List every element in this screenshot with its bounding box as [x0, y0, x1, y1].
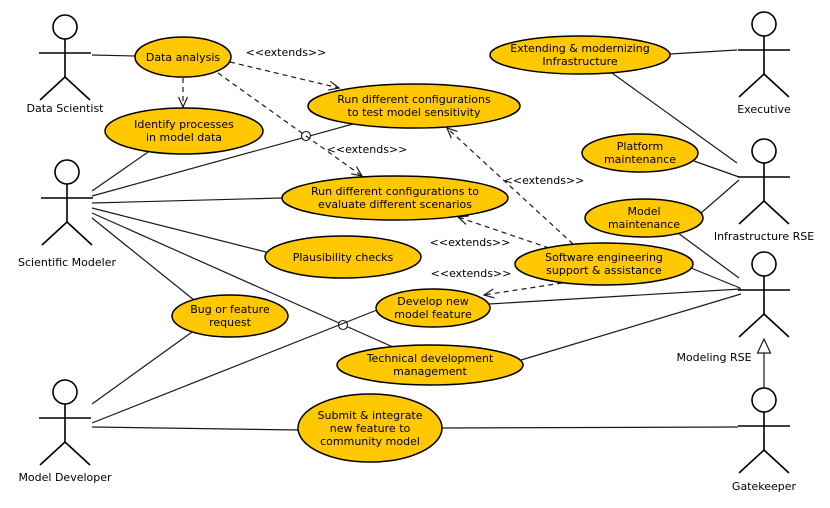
actor-leg	[739, 450, 764, 473]
usecase-label: Software engineering	[545, 251, 663, 264]
actor-infrastructure-rse	[714, 139, 814, 243]
actor-head	[752, 388, 776, 412]
actor-model-developer	[18, 380, 112, 484]
actor-head	[53, 15, 77, 39]
assoc-submit-integrate-gatekeeper	[442, 427, 738, 428]
actor-gatekeeper	[732, 388, 797, 493]
assoc-data-scientist-data-analysis	[92, 55, 135, 56]
assoc-model-maintenance-infrastructure-rse	[701, 180, 739, 213]
extends-label: <<extends>>	[326, 143, 408, 156]
usecase-label: Develop new	[397, 295, 469, 308]
actor-leg	[764, 314, 789, 337]
assoc-platform-maintenance-infrastructure-rse	[694, 161, 739, 177]
usecase-label: to test model sensitivity	[347, 106, 481, 119]
usecase-label: Infrastructure	[542, 55, 618, 68]
actor-leg	[739, 74, 764, 97]
actor-head	[55, 160, 79, 184]
actor-head	[752, 139, 776, 163]
extends-label: <<extends>>	[430, 267, 512, 280]
extends-label: <<extends>>	[245, 46, 327, 59]
usecase-label: Platform	[616, 140, 664, 153]
actor-label: Gatekeeper	[731, 480, 797, 493]
usecase-data-analysis	[135, 37, 231, 77]
usecase-label: management	[393, 365, 467, 378]
extends-label: <<extends>>	[429, 236, 511, 249]
actor-label: Infrastructure RSE	[713, 230, 815, 243]
usecase-label: in model data	[145, 131, 223, 144]
usecase-label: maintenance	[607, 218, 681, 231]
usecase-software-engineering	[515, 243, 693, 285]
actor-leg	[739, 314, 764, 337]
actor-leg	[67, 222, 92, 245]
usecase-plausibility-checks	[265, 236, 421, 278]
assoc-scientific-modeler-identify-processes	[92, 150, 151, 191]
usecase-label: new feature to	[329, 422, 411, 435]
usecase-label: support & assistance	[546, 264, 662, 277]
actor-leg	[42, 222, 67, 245]
actor-label: Executive	[737, 103, 791, 116]
assoc-scientific-modeler-run-config-scenarios	[92, 198, 282, 203]
usecase-label: evaluate different scenarios	[318, 198, 472, 211]
usecase-label: Plausibility checks	[292, 251, 394, 264]
extends-label: <<extends>>	[503, 174, 585, 187]
actor-label: Scientific Modeler	[18, 256, 116, 269]
usecase-technical-dev-mgmt	[337, 345, 523, 385]
actor-leg	[739, 201, 764, 224]
usecase-label: request	[209, 316, 251, 329]
usecase-bug-feature-request	[172, 295, 288, 337]
assoc-executive-extending-modernizing	[670, 50, 737, 54]
actor-leg	[65, 442, 90, 465]
usecase-label: Technical development	[366, 352, 494, 365]
usecase-run-config-sensitivity	[308, 84, 520, 128]
generalization-triangle	[758, 339, 771, 353]
usecase-model-maintenance	[585, 199, 703, 237]
usecase-label: model feature	[394, 308, 472, 321]
actor-leg	[764, 74, 789, 97]
extends-data-analysis-run-config-sensitivity	[230, 62, 339, 88]
actor-leg	[65, 77, 90, 100]
actor-label: Modeling RSE	[676, 351, 752, 364]
usecase-label: Extending & modernizing	[510, 42, 650, 55]
usecase-develop-new-feature	[376, 289, 490, 327]
assoc-model-developer-bug-feature-request	[92, 332, 192, 404]
usecase-label: Identify processes	[134, 118, 234, 131]
actor-scientific-modeler	[18, 160, 116, 269]
actor-label: Model Developer	[18, 471, 112, 484]
usecase-identify-processes	[105, 108, 263, 154]
actor-data-scientist	[27, 15, 105, 115]
usecase-label: Model	[627, 205, 661, 218]
actor-head	[752, 12, 776, 36]
assoc-develop-new-feature-modeling-rse	[489, 289, 741, 304]
usecase-label: Bug or feature	[190, 303, 270, 316]
actor-leg	[40, 77, 65, 100]
actor-label: Data Scientist	[26, 102, 104, 115]
usecase-platform-maintenance	[582, 134, 698, 172]
usecase-label: Run different configurations to	[310, 185, 480, 198]
assoc-model-developer-submit-integrate	[92, 427, 299, 430]
extends-software-engineering-develop-new-feature	[484, 283, 562, 295]
assoc-scientific-modeler-plausibility-checks	[92, 208, 266, 252]
usecase-label: maintenance	[603, 153, 677, 166]
actor-head	[752, 252, 776, 276]
actor-leg	[40, 442, 65, 465]
usecase-label: community model	[320, 435, 420, 448]
usecase-run-config-scenarios	[282, 176, 508, 220]
usecase-extending-modernizing	[490, 36, 670, 74]
usecase-submit-integrate	[298, 394, 442, 462]
generalization-gatekeeper-modeling-rse	[758, 339, 771, 388]
actor-executive	[737, 12, 791, 116]
usecase-label: Run different configurations	[337, 93, 491, 106]
actor-head	[53, 380, 77, 404]
actor-leg	[764, 450, 789, 473]
actor-leg	[764, 201, 789, 224]
assoc-software-engineering-modeling-rse	[691, 268, 740, 288]
usecase-label: Submit & integrate	[317, 409, 423, 422]
usecase-label: Data analysis	[145, 51, 221, 64]
